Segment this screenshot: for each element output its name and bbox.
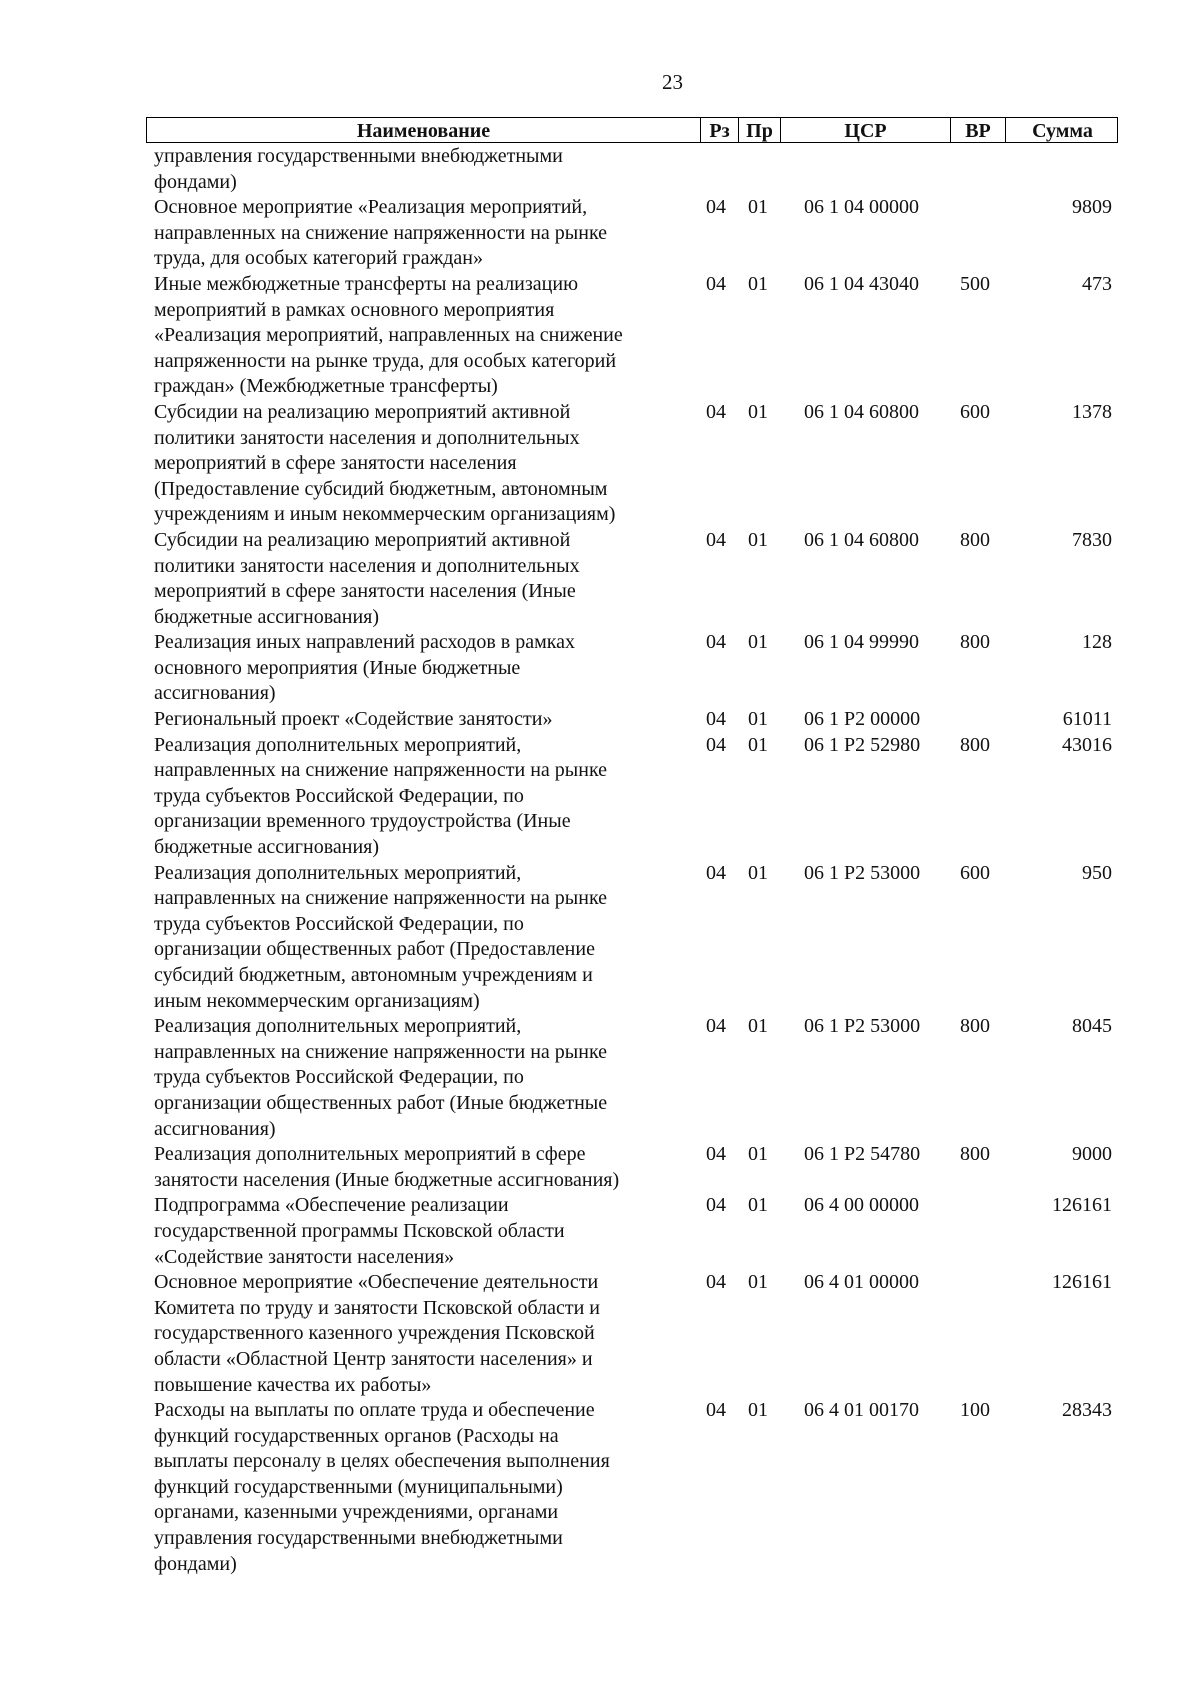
table-row: [154, 144, 1118, 195]
row-pr: 01: [748, 1399, 768, 1422]
row-pr: 01: [748, 272, 768, 295]
row-pr: 01: [748, 631, 768, 654]
row-name: Субсидии на реализацию мероприятий активной политики занятости населения и дополнительных мероприятий в сфере занятости населения (Иные бюджетные ассигнования): [154, 528, 580, 628]
row-rz: 04: [706, 1194, 726, 1217]
row-vr: 500: [960, 272, 990, 295]
row-rz: 04: [706, 861, 726, 884]
row-pr: 01: [748, 708, 768, 731]
row-rz: 04: [706, 733, 726, 756]
row-rz: 04: [706, 196, 726, 219]
row-rz: 04: [706, 272, 726, 295]
row-pr: 01: [748, 1194, 768, 1217]
row-pr: 01: [748, 1271, 768, 1294]
row-sum: 9809: [1072, 196, 1112, 219]
table-row: [154, 1014, 1118, 1142]
row-name: Подпрограмма «Обеспечение реализации государственной программы Псковской области «Содействие занятости населения»: [154, 1194, 565, 1268]
row-pr: 01: [748, 861, 768, 884]
column-header-pr: Пр: [738, 118, 780, 142]
row-sum: 28343: [1062, 1399, 1112, 1422]
column-header-csr: ЦСР: [780, 118, 950, 142]
row-sum: 950: [1082, 861, 1112, 884]
table-row: [154, 707, 1118, 733]
row-sum: 128: [1082, 631, 1112, 654]
table-row: [154, 400, 1118, 528]
table-row: [154, 861, 1118, 1015]
table-row: [154, 1270, 1118, 1398]
row-vr: 600: [960, 861, 990, 884]
column-header-sum: Сумма: [1005, 118, 1119, 142]
row-csr: 06 1 P2 53000: [804, 1015, 921, 1038]
row-rz: 04: [706, 528, 726, 551]
row-rz: 04: [706, 708, 726, 731]
row-vr: 800: [960, 631, 990, 654]
row-name: Реализация дополнительных мероприятий, направленных на снижение напряженности на рынке труда субъектов Российской Федерации, по организации общественных работ (Иные бюджетные ассигнования): [154, 1015, 608, 1140]
row-csr: 06 1 P2 00000: [804, 708, 921, 731]
row-sum: 8045: [1072, 1015, 1112, 1038]
row-csr: 06 1 04 60800: [804, 400, 919, 423]
row-vr: 800: [960, 528, 990, 551]
table-row: [154, 630, 1118, 707]
page-number: 23: [662, 70, 683, 94]
row-sum: 43016: [1062, 733, 1112, 756]
row-vr: 800: [960, 1143, 990, 1166]
table-row: [154, 1193, 1118, 1270]
row-csr: 06 1 04 60800: [804, 528, 919, 551]
row-csr: 06 1 04 99990: [804, 631, 919, 654]
row-name: Иные межбюджетные трансферты на реализацию мероприятий в рамках основного мероприятия «Реализация мероприятий, направленных на снижение напряженности на рынке труда, для особых категорий граждан» (Межбюджетные трансферты): [154, 272, 623, 398]
row-name: Реализация дополнительных мероприятий, направленных на снижение напряженности на рынке труда субъектов Российской Федерации, по организации общественных работ (Предоставление субсидий бюджетным, автономным учреждениям и иным некоммерческим организациям): [154, 861, 608, 1012]
table-row: [154, 1398, 1118, 1577]
row-pr: 01: [748, 733, 768, 756]
row-pr: 01: [748, 1143, 768, 1166]
row-pr: 01: [748, 528, 768, 551]
row-name: Реализация дополнительных мероприятий, направленных на снижение напряженности на рынке труда субъектов Российской Федерации, по организации временного трудоустройства (Иные бюджетные ассигнования): [154, 733, 608, 859]
row-sum: 126161: [1052, 1194, 1112, 1217]
row-sum: 1378: [1072, 400, 1112, 423]
row-sum: 473: [1082, 272, 1112, 295]
column-header-rz: Рз: [700, 118, 738, 142]
row-csr: 06 1 P2 52980: [804, 733, 921, 756]
row-name: Реализация иных направлений расходов в рамках основного мероприятия (Иные бюджетные ассигнования): [154, 631, 576, 705]
row-name: Субсидии на реализацию мероприятий активной политики занятости населения и дополнительных мероприятий в сфере занятости населения (Предоставление субсидий бюджетным, автономным учреждениям и иным некоммерческим организациям): [154, 400, 616, 526]
row-rz: 04: [706, 400, 726, 423]
column-header-vr: ВР: [950, 118, 1005, 142]
row-name: Расходы на выплаты по оплате труда и обеспечение функций государственных органов (Расходы на выплаты персоналу в целях обеспечения выполнения функций государственными (муниципальными) органами, казенными учреждениями, органами управления государственными внебюджетными фондами): [154, 1399, 610, 1575]
row-rz: 04: [706, 631, 726, 654]
table-row: [154, 195, 1118, 272]
row-csr: 06 4 01 00170: [804, 1399, 919, 1422]
row-vr: 100: [960, 1399, 990, 1422]
column-header-name: Наименование: [356, 120, 491, 142]
row-rz: 04: [706, 1143, 726, 1166]
row-rz: 04: [706, 1399, 726, 1422]
row-sum: 9000: [1072, 1143, 1112, 1166]
row-name: Основное мероприятие «Реализация мероприятий, направленных на снижение напряженности на рынке труда, для особых категорий граждан»: [154, 196, 608, 270]
row-sum: 126161: [1052, 1271, 1112, 1294]
row-csr: 06 4 01 00000: [804, 1271, 919, 1294]
row-csr: 06 4 00 00000: [804, 1194, 919, 1217]
row-name: Реализация дополнительных мероприятий в сфере занятости населения (Иные бюджетные ассигнования): [154, 1143, 620, 1191]
table-row: [154, 733, 1118, 861]
row-name: управления государственными внебюджетными фондами): [154, 145, 563, 193]
row-vr: 600: [960, 400, 990, 423]
row-pr: 01: [748, 196, 768, 219]
row-name: Основное мероприятие «Обеспечение деятельности Комитета по труду и занятости Псковской области и государственного казенного учреждения Псковской области «Областной Центр занятости населения» и повышение качества их работы»: [154, 1271, 601, 1396]
table-row: [154, 528, 1118, 630]
row-vr: 800: [960, 733, 990, 756]
table-header: [146, 117, 1118, 143]
row-pr: 01: [748, 1015, 768, 1038]
row-rz: 04: [706, 1015, 726, 1038]
table-row: [154, 1142, 1118, 1193]
row-sum: 61011: [1062, 708, 1112, 731]
row-sum: 7830: [1072, 528, 1112, 551]
row-csr: 06 1 04 43040: [804, 272, 919, 295]
row-pr: 01: [748, 400, 768, 423]
row-csr: 06 1 P2 54780: [804, 1143, 921, 1166]
row-csr: 06 1 04 00000: [804, 196, 919, 219]
row-csr: 06 1 P2 53000: [804, 861, 921, 884]
row-rz: 04: [706, 1271, 726, 1294]
table-row: [154, 272, 1118, 400]
row-name: Региональный проект «Содействие занятости»: [154, 708, 553, 731]
table-body: [154, 144, 1118, 1577]
row-vr: 800: [960, 1015, 990, 1038]
